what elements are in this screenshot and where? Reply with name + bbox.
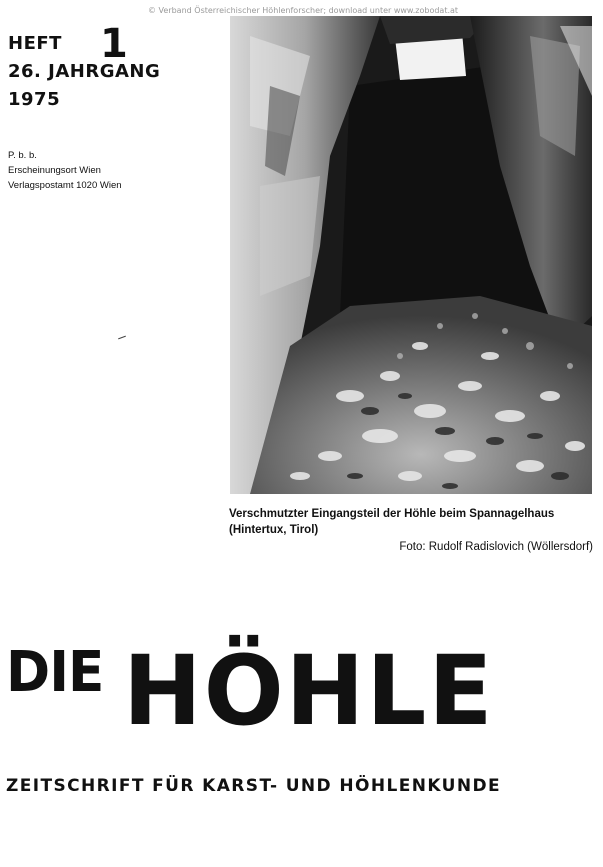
postal-line-2: Erscheinungsort Wien [8,165,101,176]
caption-line-1: Verschmutzter Eingangsteil der Höhle beim Spannagelhaus [229,508,555,520]
photo-caption [229,506,599,538]
copyright-watermark: © Verband Österreichischer Höhlenforscher; download unter www.zobodat.at [148,6,459,15]
heft-label: HEFT [8,33,62,54]
stray-mark [118,336,126,340]
postal-line-3: Verlagspostamt 1020 Wien [8,180,122,191]
postal-info [8,148,122,193]
photo-credit: Foto: Rudolf Radislovich (Wöllersdorf) [399,541,593,553]
logo-hoehle: HÖHLE [123,635,495,747]
volume-label: 26. JAHRGANG [8,61,161,82]
logo-die: DIE [6,640,104,705]
postal-line-1: P. b. b. [8,150,37,161]
cave-photo [230,16,592,494]
issue-info [8,21,161,114]
heft-number: 1 [100,21,129,67]
journal-subtitle: ZEITSCHRIFT FÜR KARST- UND HÖHLENKUNDE [6,776,501,796]
year-label: 1975 [8,89,61,110]
cave-photo-icon [230,16,592,494]
caption-line-2: (Hintertux, Tirol) [229,524,319,536]
